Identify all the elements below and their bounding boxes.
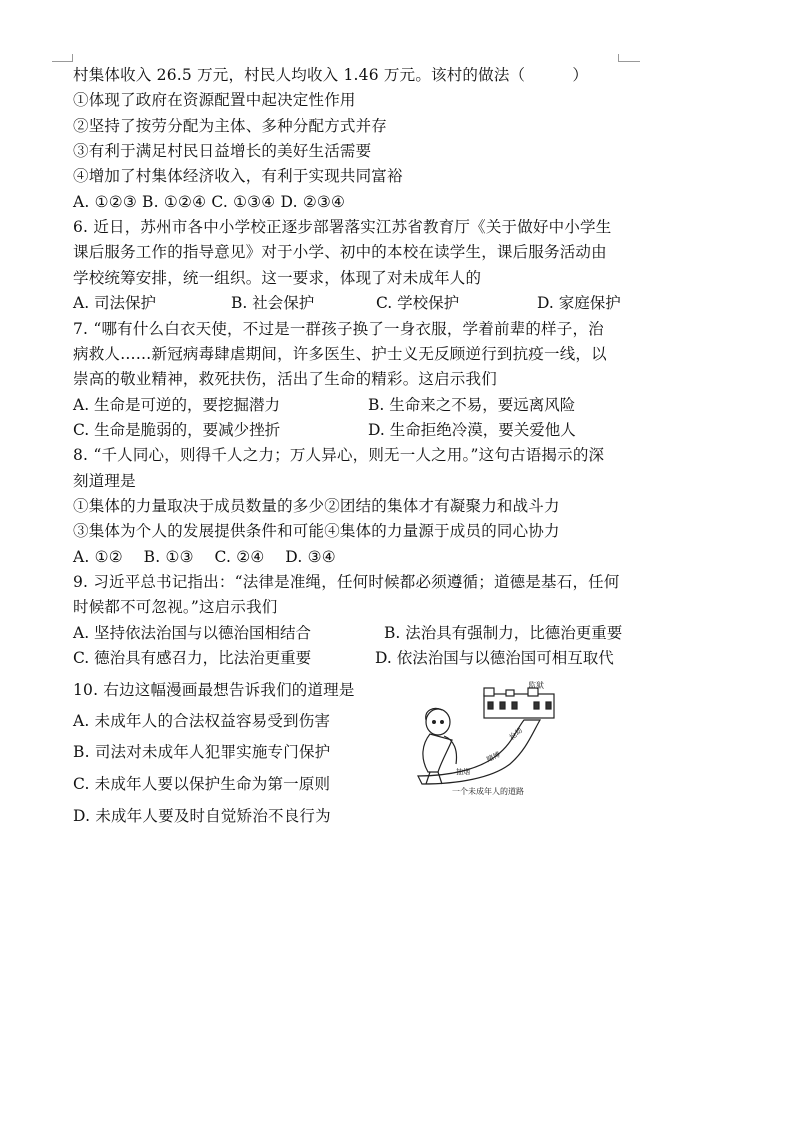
q7-stem-line-2: 病救人……新冠病毒肆虐期间，许多医生、护士义无反顾逆行到抗疫一线，以 — [73, 345, 607, 363]
q6-stem-line-2: 课后服务工作的指导意见》对于小学、初中的本校在读学生，课后服务活动由 — [73, 243, 607, 261]
q7-option-b: B. 生命来之不易，要远离风险 — [368, 396, 576, 414]
q5-item-4: ④增加了村集体经济收入，有利于实现共同富裕 — [73, 167, 403, 185]
q5-options: A. ①②③ B. ①②④ C. ①③④ D. ②③④ — [73, 193, 346, 211]
q7-option-c: C. 生命是脆弱的，要减少挫折 — [73, 421, 281, 439]
corner-mark-right — [618, 61, 640, 62]
road-word-robbery: 抢劫 — [508, 726, 525, 742]
q6-option-d: D. 家庭保护 — [537, 294, 621, 312]
q10-stem: 10. 右边这幅漫画最想告诉我们的道理是 — [73, 681, 355, 699]
corner-mark-left — [52, 61, 72, 62]
q5-item-2: ②坚持了按劳分配为主体、多种分配方式并存 — [73, 117, 388, 135]
q6-option-a: A. 司法保护 — [73, 294, 157, 312]
q10-option-a: A. 未成年人的合法权益容易受到伤害 — [73, 712, 331, 730]
q9-option-b: B. 法治具有强制力，比德治更重要 — [384, 624, 623, 642]
prison-building-icon — [484, 688, 554, 718]
road-word-smoking: 抽烟 — [456, 768, 470, 776]
q9-option-d: D. 依法治国与以德治国可相互取代 — [375, 649, 614, 667]
road-word-gambling: 赌博 — [485, 750, 502, 764]
q9-option-a: A. 坚持依法治国与以德治国相结合 — [73, 624, 312, 642]
q8-item-line-1: ①集体的力量取决于成员数量的多少②团结的集体才有凝聚力和战斗力 — [73, 497, 560, 515]
cartoon-illustration — [408, 680, 566, 796]
q7-option-a: A. 生命是可逆的，要挖掘潜力 — [73, 396, 281, 414]
q6-option-c: C. 学校保护 — [376, 294, 460, 312]
q8-item-line-2: ③集体为个人的发展提供条件和可能④集体的力量源于成员的同心协力 — [73, 522, 560, 540]
figure-icon — [423, 708, 457, 784]
q9-option-c: C. 德治具有感召力，比法治更重要 — [73, 649, 312, 667]
q5-item-1: ①体现了政府在资源配置中起决定性作用 — [73, 91, 356, 109]
q5-item-3: ③有利于满足村民日益增长的美好生活需要 — [73, 142, 372, 160]
q8-stem-line-1: 8. “千人同心，则得千人之力；万人异心，则无一人之用。”这句古语揭示的深 — [73, 446, 605, 464]
corner-mark-left-vertical — [72, 54, 73, 62]
q6-stem-line-3: 学校统筹安排，统一组织。这一要求，体现了对未成年人的 — [73, 269, 482, 287]
q10-option-c: C. 未成年人要以保护生命为第一原则 — [73, 775, 331, 793]
q10-option-d: D. 未成年人要及时自觉矫治不良行为 — [73, 807, 331, 825]
cartoon-caption: 一个未成年人的道路 — [452, 787, 524, 796]
q9-stem-line-2: 时候都不可忽视。”这启示我们 — [73, 598, 278, 616]
q9-stem-line-1: 9. 习近平总书记指出：“法律是准绳，任何时候都必须遵循；道德是基石，任何 — [73, 573, 620, 591]
q6-option-b: B. 社会保护 — [231, 294, 315, 312]
q7-stem-line-3: 崇高的敬业精神，救死扶伤，活出了生命的精彩。这启示我们 — [73, 370, 497, 388]
q7-stem-line-1: 7. “哪有什么白衣天使，不过是一群孩子换了一身衣服，学着前辈的样子，治 — [73, 320, 604, 338]
prison-label: 监狱 — [528, 681, 544, 690]
q5-stem: 村集体收入 26.5 万元，村民人均收入 1.46 万元。该村的做法（ ） — [73, 66, 589, 84]
q8-stem-line-2: 刻道理是 — [73, 472, 136, 490]
corner-mark-right-vertical — [618, 54, 619, 62]
q7-option-d: D. 生命拒绝冷漠，要关爱他人 — [368, 421, 576, 439]
q10-option-b: B. 司法对未成年人犯罪实施专门保护 — [73, 743, 331, 761]
q8-options: A. ①② B. ①③ C. ②④ D. ③④ — [73, 548, 336, 566]
q6-stem-line-1: 6. 近日，苏州市各中小学校正逐步部署落实江苏省教育厅《关于做好中小学生 — [73, 218, 612, 236]
